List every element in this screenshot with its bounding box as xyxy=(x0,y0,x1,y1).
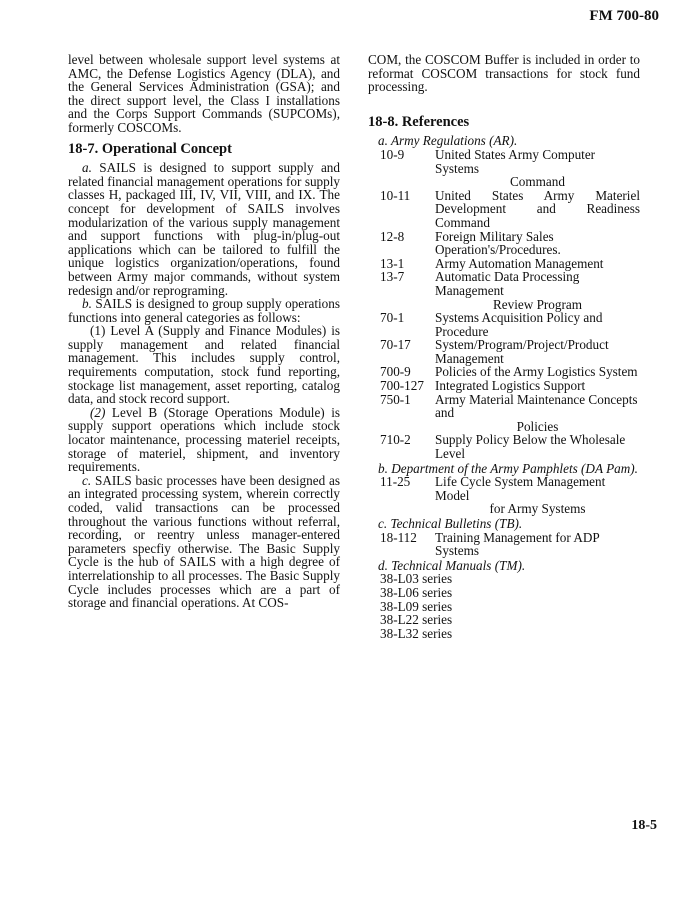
document-code: FM 700-80 xyxy=(589,8,659,24)
ref-row xyxy=(368,270,640,311)
ref-number: 10-9 xyxy=(380,146,405,162)
tm-series-item: 38-L22 series xyxy=(380,612,453,628)
category-technical-bulletins: c. Technical Bulletins (TB). xyxy=(378,516,523,531)
tm-series-item: 38-L06 series xyxy=(380,584,453,600)
paragraph-b1: (1) Level A (Supply and Finance Modules) is supply management and related financial management. This includes supply control, requirements computation, stock fund reporting, stockage list management, asset reporting, catalog data, and stock record support. xyxy=(68,323,340,407)
ref-row xyxy=(368,365,640,379)
paragraph-b xyxy=(68,297,340,324)
category-da-pamphlets: b. Department of the Army Pamphlets (DA Pam). xyxy=(378,460,638,476)
category-army-regulations: a. Army Regulations (AR). xyxy=(378,133,518,149)
ref-number: 70-1 xyxy=(380,310,405,326)
ref-number: 10-11 xyxy=(380,187,411,203)
ref-title: Systems Acquisition Policy and Procedure xyxy=(435,310,603,339)
ref-row xyxy=(368,230,640,257)
ref-title: United States Army Materiel Development and Readiness Command xyxy=(435,187,640,230)
ref-title: Training Management for ADP Systems xyxy=(435,529,600,559)
ref-row xyxy=(368,379,640,393)
ref-title: Army Automation Management xyxy=(435,255,604,271)
ref-number: 13-1 xyxy=(380,255,405,271)
paragraph-c-letter: c. xyxy=(82,472,92,488)
ref-title: United States Army Computer Systems Command xyxy=(435,146,596,190)
section-heading-references: 18-8. References xyxy=(368,113,470,130)
ref-number: 11-25 xyxy=(380,474,411,490)
ref-number: 70-17 xyxy=(380,337,411,353)
paragraph-a-text: SAILS is designed to support supply and related financial management operations for supply classes H, packaged III, IV, VII, VIII, and IX. The concept for development of SAILS involves modularization of the various supply management and support functions with plug-in/plug-out applications which can be tailored to fulfill the unique logistics organization/operations, found between Army major commands, without system redesign and/or reprograming. xyxy=(68,160,340,298)
paragraph-b-letter: b. xyxy=(82,296,92,312)
paragraph-c-text: SAILS basic processes have been designed as an integrated processing system, wherein correctly coded, valid transactions can be processed throughout the various functions without referral, recording, or reentry unless manager-entered parameters specfiy otherwise. The Basic Supply Cycle is the hub of SAILS with a high degree of interrelationship to all processes. The Basic Supply Cycle includes processes which are a part of storage and financial operations. At COS- xyxy=(68,472,341,611)
ref-number: 18-112 xyxy=(380,529,417,545)
right-column xyxy=(368,53,640,640)
ref-number: 750-1 xyxy=(380,391,411,407)
intro-paragraph: level between wholesale support level systems at AMC, the Defense Logistics Agency (DLA), and the General Services Administration (GSA); and the direct support level, the Class I installations and the Corps Support Commands (SUPCOMs), formerly COSCOMs. xyxy=(68,52,340,135)
section-heading-operational-concept: 18-7. Operational Concept xyxy=(68,140,232,157)
paragraph-b2-number: (2) xyxy=(90,404,106,420)
ref-title: Army Material Maintenance Concepts and Policies xyxy=(435,391,638,434)
paragraph-a-letter: a. xyxy=(82,160,92,176)
tm-series-item: 38-L09 series xyxy=(380,598,453,614)
paragraph-a xyxy=(68,161,340,297)
paragraph-b2 xyxy=(68,406,340,474)
ar-list xyxy=(368,148,640,461)
ref-row xyxy=(368,257,640,271)
tm-series-item: 38-L03 series xyxy=(380,571,453,587)
paragraph-b-text: SAILS is designed to group supply operations functions into general categories as follows: xyxy=(68,296,340,325)
ref-title: Policies of the Army Logistics System xyxy=(435,364,638,380)
ref-row xyxy=(368,311,640,338)
ref-title: Integrated Logistics Support xyxy=(435,378,586,394)
paragraph-c xyxy=(68,474,340,610)
category-technical-manuals: d. Technical Manuals (TM). xyxy=(378,557,526,573)
ref-number: 700-127 xyxy=(380,378,424,394)
page-number: 18-5 xyxy=(631,818,657,833)
ref-number: 700-9 xyxy=(380,364,411,380)
ref-title: System/Program/Project/Product Management xyxy=(435,337,609,366)
ref-row xyxy=(368,393,640,434)
tm-series-item: 38-L32 series xyxy=(380,625,453,641)
ref-number: 12-8 xyxy=(380,228,405,244)
ref-row xyxy=(368,433,640,460)
ref-title: Life Cycle System Management Model for Army Systems xyxy=(435,474,606,517)
ref-row xyxy=(368,189,640,230)
ref-title: Foreign Military Sales Operation's/Procedures. xyxy=(435,228,561,258)
ref-row xyxy=(368,338,640,365)
ref-row xyxy=(368,475,640,516)
ref-number: 13-7 xyxy=(380,269,405,285)
continued-paragraph: COM, the COSCOM Buffer is included in order to reformat COSCOM transactions for stock fund processing. xyxy=(368,52,640,95)
left-column xyxy=(68,53,340,610)
ref-row xyxy=(368,531,640,558)
ref-title: Supply Policy Below the Wholesale Level xyxy=(435,432,626,462)
ref-number: 710-2 xyxy=(380,432,411,448)
paragraph-b2-text: Level B (Storage Operations Module) is supply support operations which include stock locator maintenance, processing materiel receipts, storage of materiel, shipment, and inventory requirements. xyxy=(68,404,340,475)
ref-title: Automatic Data Processing Management Review Program xyxy=(435,269,582,312)
ref-row xyxy=(368,148,640,189)
